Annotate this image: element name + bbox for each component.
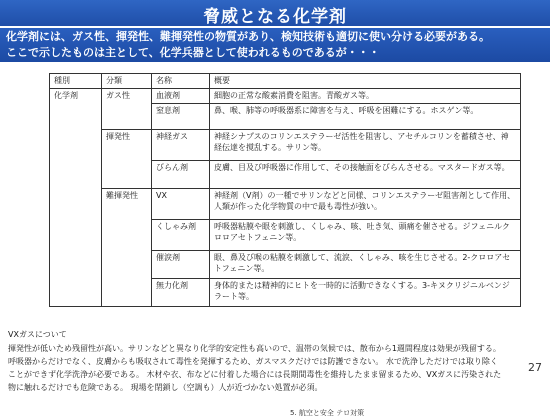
cell-class (102, 251, 152, 279)
header-type: 種別 (50, 74, 102, 89)
table-row (50, 279, 521, 307)
cell-type (50, 251, 102, 279)
cell-name: びらん剤 (152, 161, 210, 189)
cell-class: 難揮発性 (102, 189, 152, 220)
table-row (50, 104, 521, 130)
vx-note-heading: VXガスについて (8, 330, 67, 339)
vx-note-line: 呼吸器からだけでなく、皮膚からも吸収されて毒性を発揮するため、ガスマスクだけでは防護できない。 水で洗浄しただけでは取り除く (8, 357, 498, 366)
header-class: 分類 (102, 74, 152, 89)
vx-note (8, 328, 538, 394)
cell-summary: 呼吸器粘膜や眼を刺激し、くしゃみ、咳、吐き気、頭痛を催させる。ジフェニルクロロアセトフェニン等。 (210, 220, 521, 251)
page-number: 27 (528, 361, 542, 374)
cell-type (50, 104, 102, 130)
cell-summary: 鼻、喉、肺等の呼吸器系に障害を与え、呼吸を困難にする。ホスゲン等。 (210, 104, 521, 130)
cell-summary: 神経剤（V剤）の一種でサリンなどと同様、コリンエステラーゼ阻害剤として作用、人類が作った化学物質の中で最も毒性が強い。 (210, 189, 521, 220)
vx-note-line: 揮発性が低いため残留性が高い。サリンなどと異なり化学的安定性も高いので、温帯の気候では、散布から1週間程度は効果が残留する。 (8, 344, 501, 353)
chemical-agent-table (49, 73, 521, 307)
cell-name: 窒息剤 (152, 104, 210, 130)
cell-type (50, 161, 102, 189)
cell-class (102, 220, 152, 251)
cell-name: 神経ガス (152, 130, 210, 161)
cell-class: ガス性 (102, 89, 152, 104)
table-row (50, 130, 521, 161)
table-header-row (50, 74, 521, 89)
cell-type: 化学剤 (50, 89, 102, 104)
intro-banner (0, 28, 550, 62)
cell-type (50, 189, 102, 220)
intro-line-1: 化学剤には、ガス性、揮発性、難揮発性の物質があり、検知技術も適切に使い分ける必要がある。 (6, 30, 490, 43)
cell-type (50, 279, 102, 307)
table-row (50, 161, 521, 189)
table-row (50, 189, 521, 220)
cell-class: 揮発性 (102, 130, 152, 161)
cell-name: くしゃみ剤 (152, 220, 210, 251)
vx-note-line: ことができず化学洗浄が必要である。 木材や衣、布などに付着した場合には長期間毒性を維持したまま留まるため、VXガスに汚染された (8, 370, 502, 379)
cell-class (102, 279, 152, 307)
intro-line-2: ここで示したものは主として、化学兵器として使われるものであるが・・・ (6, 46, 380, 59)
header-summary: 概要 (210, 74, 521, 89)
vx-note-line: 物に触れるだけでも危険である。 現場を閉鎖し（空調も）人が近づかない処置が必須。 (8, 383, 323, 392)
cell-class (102, 104, 152, 130)
cell-name: 催涙剤 (152, 251, 210, 279)
cell-name: 血液剤 (152, 89, 210, 104)
table-row (50, 251, 521, 279)
footer-caption: 5. 航空と安全 テロ対策 (290, 409, 365, 417)
table-row (50, 220, 521, 251)
cell-summary: 細胞の正常な酸素消費を阻害。青酸ガス等。 (210, 89, 521, 104)
cell-summary: 身体的または精神的にヒトを一時的に活動できなくする。3-キヌクリジニルベンジラート等。 (210, 279, 521, 307)
cell-summary: 皮膚、目及び呼吸器に作用して、その接触面をびらんさせる。マスタードガス等。 (210, 161, 521, 189)
title-bar (0, 0, 550, 26)
cell-name: 無力化剤 (152, 279, 210, 307)
cell-summary: 神経シナプスのコリンエステラーゼ活性を阻害し、アセチルコリンを蓄積させ、神経伝達を撹乱する。サリン等。 (210, 130, 521, 161)
cell-type (50, 220, 102, 251)
cell-class (102, 161, 152, 189)
page-title: 脅威となる化学剤 (203, 7, 347, 27)
cell-summary: 眼、鼻及び喉の粘膜を刺激して、流涙、くしゃみ、咳を生じさせる。2-クロロアセトフェニン等。 (210, 251, 521, 279)
header-name: 名称 (152, 74, 210, 89)
table-row (50, 89, 521, 104)
cell-name: VX (152, 189, 210, 220)
cell-type (50, 130, 102, 161)
